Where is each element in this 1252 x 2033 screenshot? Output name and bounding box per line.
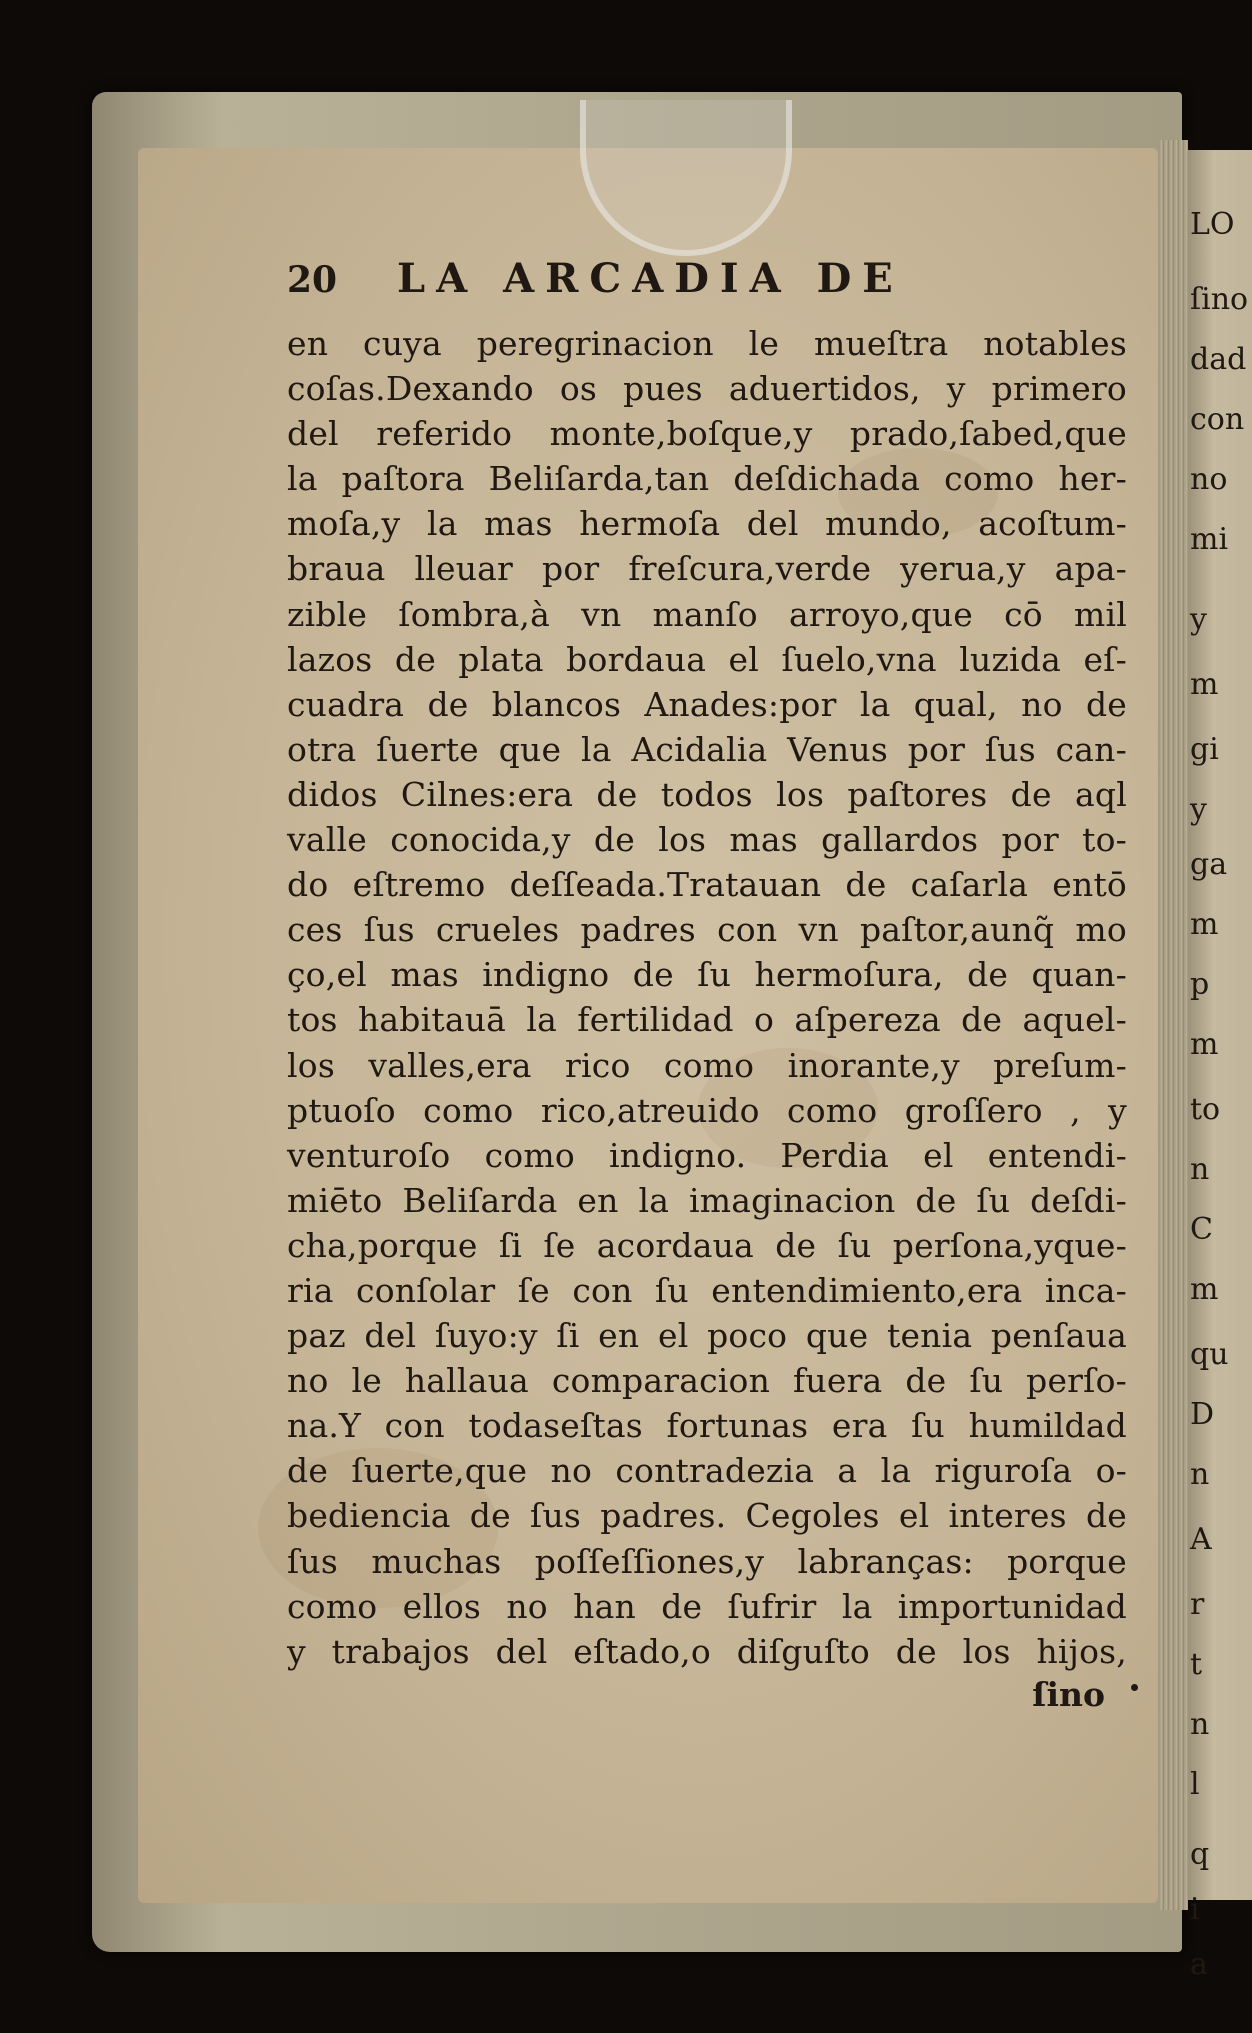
facing-page-fragment: qu <box>1190 1337 1229 1372</box>
facing-page-fragment: ſino <box>1190 282 1249 317</box>
text-line: do eſtremo deſſeada.Tratauan de caſarla entō <box>287 865 1127 905</box>
text-line: coſas.Dexando os pues aduertidos, y primero <box>287 369 1127 409</box>
facing-page-fragment: i <box>1190 1892 1200 1927</box>
facing-page-fragment: LO <box>1190 207 1235 242</box>
text-line: ria conſolar ſe con ſu entendimiento,era inca- <box>287 1270 1127 1310</box>
text-line: na.Y con todaseſtas fortunas era ſu humildad <box>287 1406 1127 1446</box>
facing-page-fragment: l <box>1190 1767 1200 1802</box>
facing-page <box>1188 150 1252 1982</box>
text-line: y trabajos del eſtado,o diſguſto de los hijos, <box>287 1631 1127 1671</box>
text-line: de ſuerte,que no contradezia a la riguroſa o- <box>287 1451 1127 1491</box>
text-line: no le hallaua comparacion fuera de ſu perſo- <box>287 1361 1127 1401</box>
text-line: cuadra de blancos Anades:por la qual, no de <box>287 684 1127 724</box>
facing-page-fragment: dad <box>1190 342 1247 377</box>
facing-page-fragment: q <box>1190 1837 1210 1872</box>
facing-page-fragment: no <box>1190 462 1228 497</box>
text-line: ço,el mas indigno de ſu hermoſura, de quan- <box>287 955 1127 995</box>
text-line: braua lleuar por freſcura,verde yerua,y apa- <box>287 549 1127 589</box>
facing-page-fragment: n <box>1190 1152 1210 1187</box>
page-text-block <box>287 255 1127 1716</box>
text-line: moſa,y la mas hermoſa del mundo, acoſtum- <box>287 504 1127 544</box>
text-line: valle conocida,y de los mas gallardos por to- <box>287 820 1127 860</box>
facing-page-fragment: n <box>1190 1457 1210 1492</box>
facing-page-fragment: con <box>1190 402 1245 437</box>
facing-page-fragment: to <box>1190 1092 1221 1127</box>
text-line: en cuya peregrinacion le mueſtra notables <box>287 324 1127 363</box>
text-line: otra ſuerte que la Acidalia Venus por ſus can- <box>287 729 1127 769</box>
text-line: ptuoſo como rico,atreuido como groſſero , y <box>287 1090 1127 1130</box>
text-line: como ellos no han de ſufrir la importunidad <box>287 1586 1127 1626</box>
facing-page-fragment: t <box>1190 1647 1203 1682</box>
facing-page-fragment: r <box>1190 1587 1205 1622</box>
facing-page-fragment: m <box>1190 667 1219 702</box>
facing-page-fragment: m <box>1190 1272 1219 1307</box>
facing-page-fragment: y <box>1190 602 1207 637</box>
text-line: del referido monte,boſque,y prado,ſabed,que <box>287 414 1127 454</box>
facing-page-fragment: a <box>1190 1947 1208 1982</box>
facing-page-fragment: n <box>1190 1707 1210 1742</box>
facing-page-fragment: A <box>1190 1522 1212 1557</box>
facing-page-fragment: C <box>1190 1212 1213 1247</box>
text-line: bediencia de ſus padres. Cegoles el interes de <box>287 1496 1127 1536</box>
facing-page-fragment: m <box>1190 1027 1219 1062</box>
running-head-title: LA ARCADIA DE <box>397 255 904 302</box>
body-text <box>287 321 1127 1674</box>
text-line: zible ſombra,à vn manſo arroyo,que cō mil <box>287 594 1127 634</box>
text-line: miēto Beliſarda en la imaginacion de ſu deſdi- <box>287 1180 1127 1220</box>
facing-page-fragment: D <box>1190 1397 1215 1432</box>
running-header <box>287 255 1127 317</box>
text-line: tos habitauā la fertilidad o aſpereza de aquel- <box>287 1000 1127 1040</box>
page-edges <box>1160 140 1188 1910</box>
text-line: ſus muchas poſſeſſiones,y labranças: porque <box>287 1541 1127 1581</box>
page-number: 20 <box>287 259 338 301</box>
facing-page-fragment: p <box>1190 967 1210 1002</box>
text-line: ces ſus crueles padres con vn paſtor,aunq̃ mo <box>287 910 1127 950</box>
facing-page-fragment: m <box>1190 907 1219 942</box>
text-line: la paſtora Beliſarda,tan deſdichada como her- <box>287 459 1127 499</box>
facing-page-fragment: ga <box>1190 847 1228 882</box>
margin-dot <box>1131 1684 1138 1691</box>
text-line: venturoſo como indigno. Perdia el entendi- <box>287 1135 1127 1175</box>
text-line: paz del ſuyo:y ſi en el poco que tenia penſaua <box>287 1316 1127 1356</box>
text-line: didos Cilnes:era de todos los paſtores de aql <box>287 774 1127 814</box>
facing-page-fragment: gi <box>1190 732 1219 767</box>
facing-page-fragment: y <box>1190 792 1207 827</box>
text-line: lazos de plata bordaua el ſuelo,vna luzida eſ- <box>287 639 1127 679</box>
facing-page-fragment: mi <box>1190 522 1229 557</box>
text-line: cha,porque ſi ſe acordaua de ſu perſona,yque- <box>287 1225 1127 1265</box>
text-line: los valles,era rico como inorante,y preſum- <box>287 1045 1127 1085</box>
catchword: ſino <box>1032 1674 1105 1714</box>
